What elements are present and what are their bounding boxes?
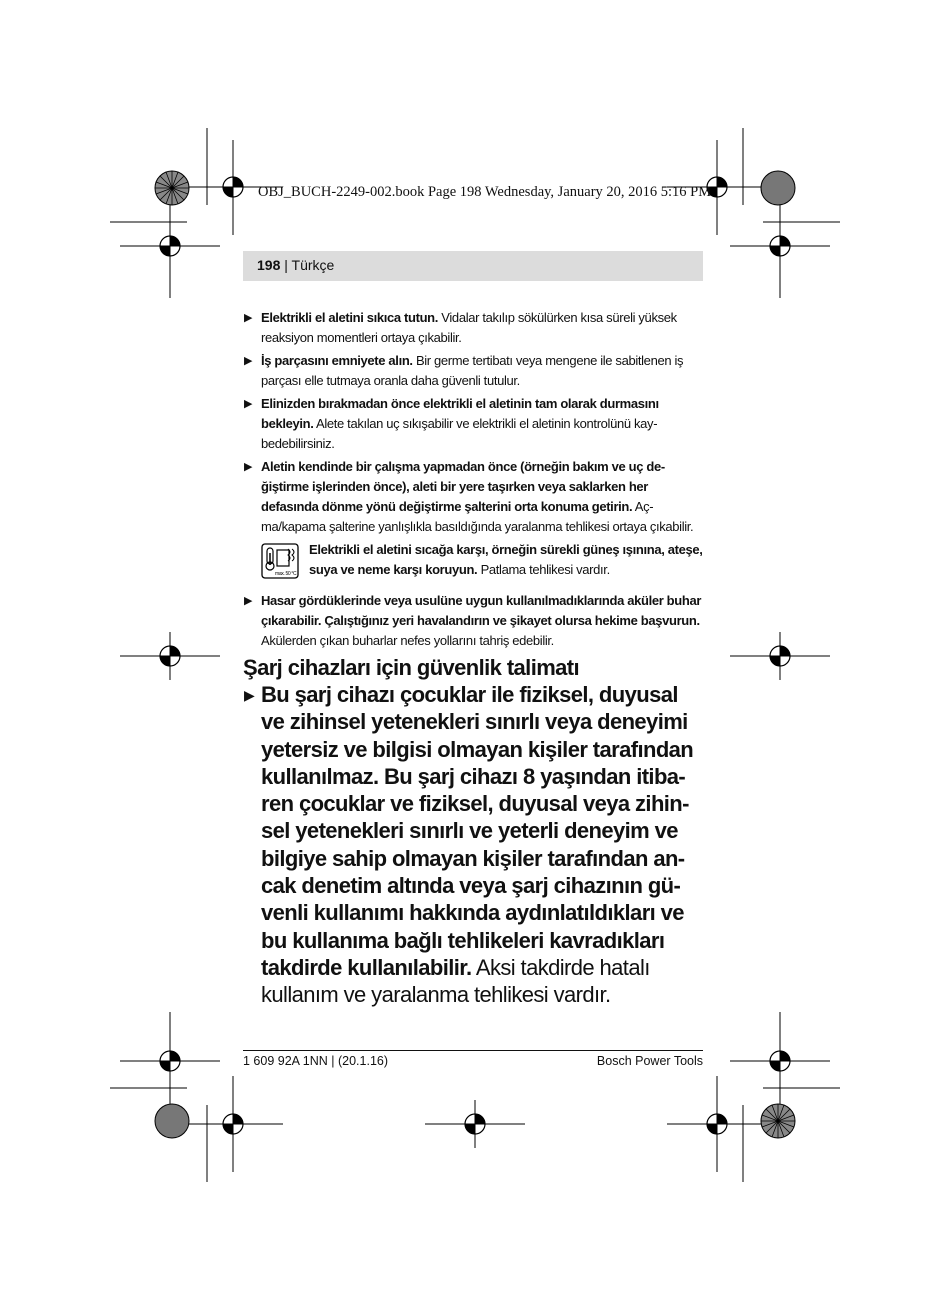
temperature-warning-icon — [261, 543, 299, 579]
page-header — [257, 257, 334, 273]
svg-text:max. 50 °C: max. 50 °C — [275, 571, 297, 577]
header-separator: | — [280, 257, 292, 273]
charger-safety-item: ▶ Bu şarj cihazı çocuklar ile fiziksel, duyusal ve zihinsel yetenekleri sınırlı veya deneyimi yetersiz ve bilgisi olmayan kişiler tarafından kullanılmaz. Bu şarj cihazı 8 yaşından itibaren çocuklar ve fiziksel, duyusal veya zihinsel yetenekleri sınırlı ve yeterli deneyim ve bilgiye sahip olmayan kişiler tarafından ancak denetim altında veya şarj cihazının güvenli kullanımı hakkında aydınlatıldıkları ve bu kullanıma bağlı tehlikeleri kavradıkları takdirde kullanılabilir. Aksi takdirde hatalı kullanım ve yaralanma tehlikesi vardır. — [244, 682, 694, 1008]
section-title: Şarj cihazları için güvenlik talimatı — [243, 655, 580, 680]
footer-rule — [243, 1050, 703, 1051]
list-item: ▶ İş parçasını emniyete alın. Bir germe tertibatı veya mengene ile sabitlenen iş parçası elle tutmaya oranla daha güvenli tutulur. — [244, 353, 684, 388]
file-slug: OBJ_BUCH-2249-002.book Page 198 Wednesday, January 20, 2016 5:16 PM — [258, 184, 712, 200]
heat-warning: max. 50 °C Elektrikli el aletini sıcağa karşı, örneğin sürekli güneş ışınına, ateşe, suya ve neme karşı koruyun. Patlama tehlikesi vardır. — [243, 540, 703, 582]
main-content — [243, 308, 703, 1009]
bullet-arrow-icon: ▶ — [244, 355, 253, 367]
list-item: ▶ Elektrikli el aletini sıkıca tutun. Vidalar takılıp sökülürken kısa süreli yüksek reaksiyon momentleri ortaya çıkabilir. — [244, 310, 677, 345]
list-item: ▶ Hasar gördüklerinde veya usulüne uygun kullanılmadıklarında aküler buhar çıkarabilir. Çalıştığınız yeri havalandırın ve şikayet olursa hekime başvurun. Akülerden çıkan buharlar nefes yollarını tahriş edebilir. — [244, 593, 702, 648]
header-language: Türkçe — [291, 257, 335, 273]
list-item: ▶ Elinizden bırakmadan önce elektrikli el aletinin tam olarak durmasını bekleyin. Alete takılan uç sıkışabilir ve elektrikli el aletinin kontrolünü kaybedebilirsiniz. — [244, 396, 659, 451]
bullet-arrow-icon: ▶ — [244, 312, 253, 324]
bullet-arrow-icon: ▶ — [244, 595, 253, 607]
list-item: ▶ Aletin kendinde bir çalışma yapmadan önce (örneğin bakım ve uç değiştirme işlerinden önce), aleti bir yere taşırken veya saklarken her defasında dönme yönü değiştirme şalterini orta konuma getirin. Açma/kapama şalterine yanlışlıkla basıldığında yaralanma tehlikesi ortaya çıkabilir. — [244, 459, 694, 534]
page-number: 198 — [257, 257, 281, 273]
footer-brand: Bosch Power Tools — [596, 1054, 703, 1068]
footer-doc-number: 1 609 92A 1NN | (20.1.16) — [243, 1054, 389, 1068]
bullet-arrow-icon: ▶ — [244, 461, 253, 473]
bullet-arrow-icon: ▶ — [244, 687, 255, 703]
bullet-arrow-icon: ▶ — [244, 398, 253, 410]
